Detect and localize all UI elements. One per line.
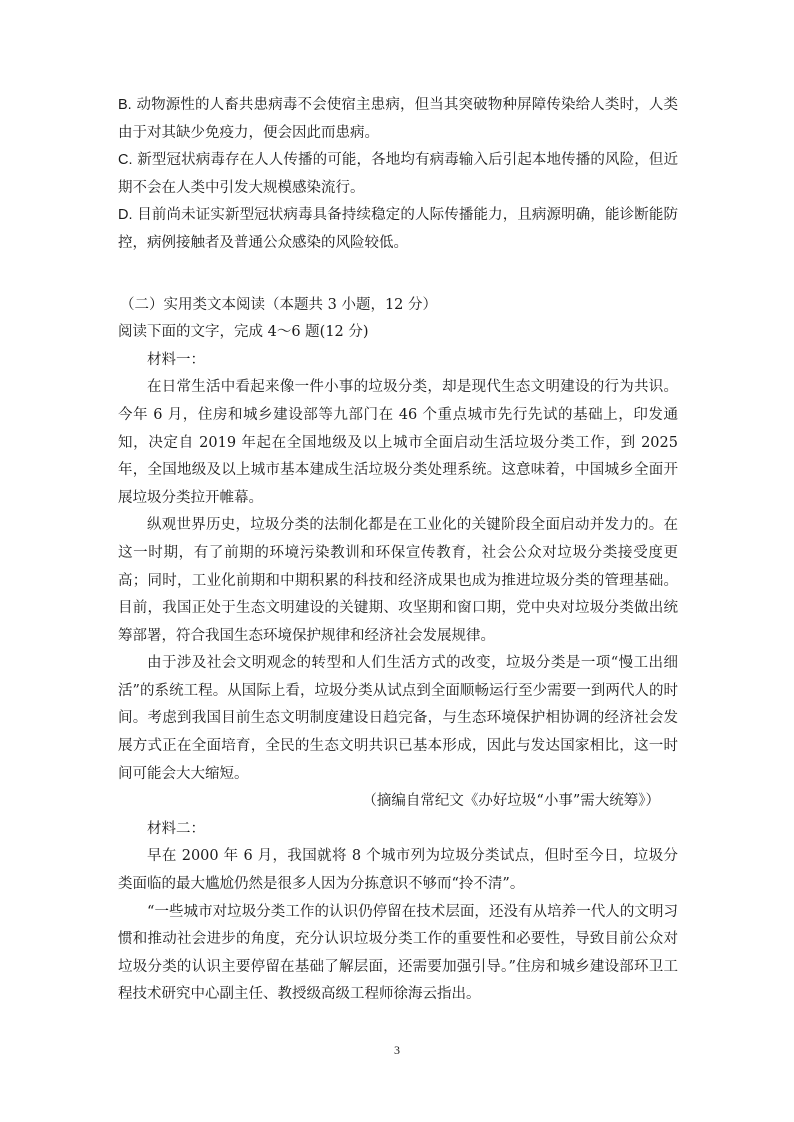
option-b <box>118 92 678 147</box>
option-letter: C. <box>118 152 133 169</box>
option-letter: D. <box>118 207 133 224</box>
material-two-paragraph: “一些城市对垃圾分类工作的认识仍停留在技术层面，还没有从培养一代人的文明习惯和推动社会进步的角度，充分认识垃圾分类工作的重要性和必要性，导致目前公众对垃圾分类的认识主要停留在基础了解层面，还需要加强引导。”住房和城乡建设部环卫工程技术研究中心副主任、教授级高级工程师徐海云指出。 <box>118 903 678 1003</box>
option-text: 动物源性的人畜共患病毒不会使宿主患病，但当其突破物种屏障传染给人类时，人类由于对其缺少免疫力，便会因此而患病。 <box>118 97 678 141</box>
option-d <box>118 202 678 257</box>
material-one-paragraph: 由于涉及社会文明观念的转型和人们生活方式的改变，垃圾分类是一项“慢工出细活”的系统工程。从国际上看，垃圾分类从试点到全面顺畅运行至少需要一到两代人的时间。考虑到我国目前生态文明制度建设日趋完备，与生态环境保护相协调的经济社会发展方式正在全面培育，全民的生态文明共识已基本形成，因此与发达国家相比，这一时间可能会大大缩短。 <box>118 655 678 782</box>
material-one-label: 材料一： <box>147 351 205 368</box>
material-one-paragraph: 纵观世界历史，垃圾分类的法制化都是在工业化的关键阶段全面启动并发力的。在这一时期，有了前期的环境污染教训和环保宣传教育，社会公众对垃圾分类接受度更高；同时，工业化前期和中期积累的科技和经济成果也成为推进垃圾分类的管理基础。目前，我国正处于生态文明建设的关键期、攻坚期和窗口期，党中央对垃圾分类做出统筹部署，符合我国生态环境保护规律和经济社会发展规律。 <box>118 517 678 644</box>
page-content <box>118 92 678 1009</box>
spacer <box>118 258 678 292</box>
section-heading: （二）实用类文本阅读（本题共 3 小题，12 分） <box>120 296 438 313</box>
material-one-source: （摘编自常纪文《办好垃圾“小事”需大统筹》） <box>362 793 660 810</box>
page-number: 3 <box>394 1043 400 1057</box>
material-two-paragraph: 早在 2000 年 6 月，我国就将 8 个城市列为垃圾分类试点，但时至今日，垃圾分类面临的最大尴尬仍然是很多人因为分拣意识不够而“拎不清”。 <box>118 848 678 893</box>
option-letter: B. <box>118 97 132 113</box>
option-text: 新型冠状病毒存在人人传播的可能，各地均有病毒输入后引起本地传播的风险，但近期不会在人类中引发大规模感染流行。 <box>118 152 679 196</box>
option-c <box>118 147 678 202</box>
section-instruction: 阅读下面的文字，完成 4～6 题(12 分) <box>118 324 369 341</box>
option-text: 目前尚未证实新型冠状病毒具备持续稳定的人际传播能力，且病源明确，能诊断能防控，病例接触者及普通公众感染的风险较低。 <box>118 207 679 251</box>
material-one-paragraph: 在日常生活中看起来像一件小事的垃圾分类，却是现代生态文明建设的行为共识。今年 6 月，住房和城乡建设部等九部门在 46 个重点城市先行先试的基础上，印发通知，决定自 2019 年起在全国地级及以上城市全面启动生活垃圾分类工作，到 2025 年，全国地级及以上城市基本建成生活垃圾分类处理系统。这意味着，中国城乡全面开展垃圾分类拉开帷幕。 <box>118 379 678 506</box>
material-two-label: 材料二： <box>147 820 205 837</box>
